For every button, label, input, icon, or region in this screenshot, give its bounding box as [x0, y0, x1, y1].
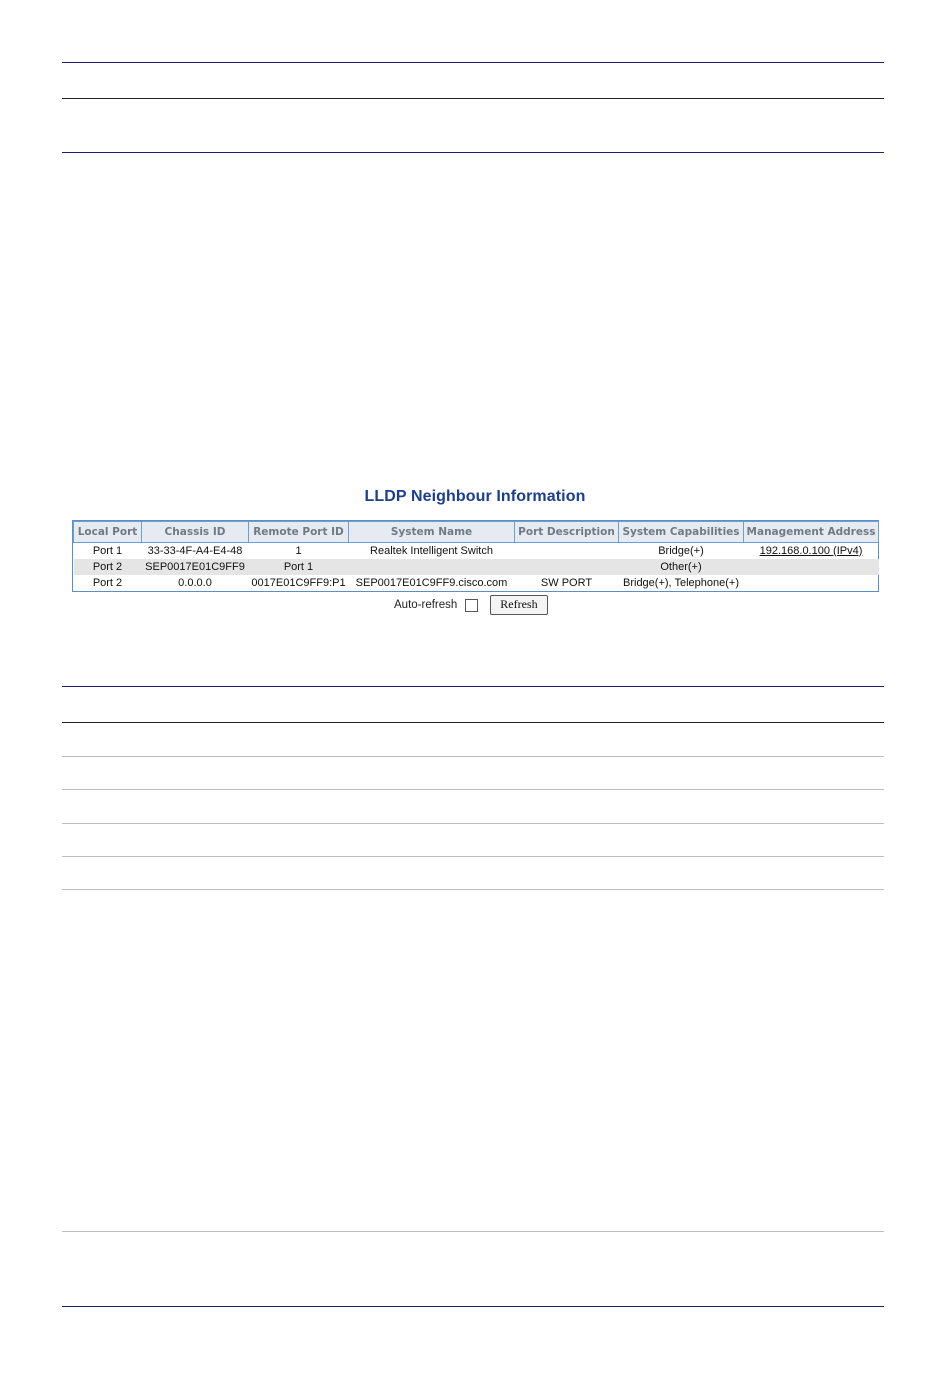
cell-local-port: Port 2 — [74, 559, 142, 575]
col-remote-port-id[interactable]: Remote Port ID — [249, 522, 349, 543]
cell-chassis-id: 0.0.0.0 — [178, 576, 212, 589]
table-rule-header — [62, 722, 884, 723]
table-rule-top — [62, 686, 884, 687]
cell-management-address — [744, 543, 879, 560]
panel-title: LLDP Neighbour Information — [364, 488, 586, 505]
cell-remote-port-id: 0017E01C9FF9:P1 — [251, 576, 346, 589]
col-local-port[interactable]: Local Port — [74, 522, 142, 543]
auto-refresh-label: Auto-refresh — [394, 599, 458, 611]
col-management-address[interactable]: Management Address — [744, 522, 879, 543]
table-rule — [62, 889, 884, 890]
table-header-row — [74, 522, 879, 543]
col-port-description[interactable]: Port Description — [515, 522, 619, 543]
table-rule — [62, 756, 884, 757]
table-rule — [62, 789, 884, 790]
lldp-neighbour-table — [73, 521, 879, 591]
cell-chassis-id: 33-33-4F-A4-E4-48 — [147, 544, 243, 557]
cell-local-port: Port 2 — [92, 576, 123, 589]
cell-port-description: SW PORT — [540, 576, 593, 589]
cell-remote-port-id: Port 1 — [249, 559, 349, 575]
footer-rule-top — [62, 1231, 884, 1232]
cell-port-description — [515, 559, 619, 575]
table-row — [74, 543, 879, 560]
auto-refresh-checkbox[interactable] — [465, 599, 478, 612]
cell-remote-port-id: 1 — [295, 544, 302, 557]
cell-system-name: Realtek Intelligent Switch — [370, 544, 493, 557]
cell-local-port: Port 1 — [92, 544, 123, 557]
lldp-table-frame — [72, 520, 879, 592]
footer-rule-bottom — [62, 1306, 884, 1307]
table-rule — [62, 856, 884, 857]
header-rule-top — [62, 62, 884, 63]
header-rule-bottom — [62, 152, 884, 153]
col-chassis-id[interactable]: Chassis ID — [142, 522, 249, 543]
cell-port-description — [515, 543, 619, 560]
table-rule — [62, 823, 884, 824]
table-row — [74, 575, 879, 591]
cell-system-capabilities: Other(+) — [619, 559, 744, 575]
table-row — [74, 559, 879, 575]
management-address-link[interactable]: 192.168.0.100 (IPv4) — [759, 544, 863, 557]
cell-system-name: SEP0017E01C9FF9.cisco.com — [355, 576, 508, 589]
cell-system-name — [349, 559, 515, 575]
header-rule-middle — [62, 98, 884, 99]
cell-management-address — [744, 575, 879, 591]
cell-system-capabilities: Bridge(+) — [658, 544, 704, 557]
col-system-capabilities[interactable]: System Capabilities — [619, 522, 744, 543]
col-system-name[interactable]: System Name — [349, 522, 515, 543]
cell-chassis-id: SEP0017E01C9FF9 — [142, 559, 249, 575]
cell-management-address — [744, 559, 879, 575]
refresh-controls — [394, 594, 548, 616]
refresh-button[interactable]: Refresh — [490, 595, 547, 615]
cell-system-capabilities: Bridge(+), Telephone(+) — [623, 576, 739, 589]
